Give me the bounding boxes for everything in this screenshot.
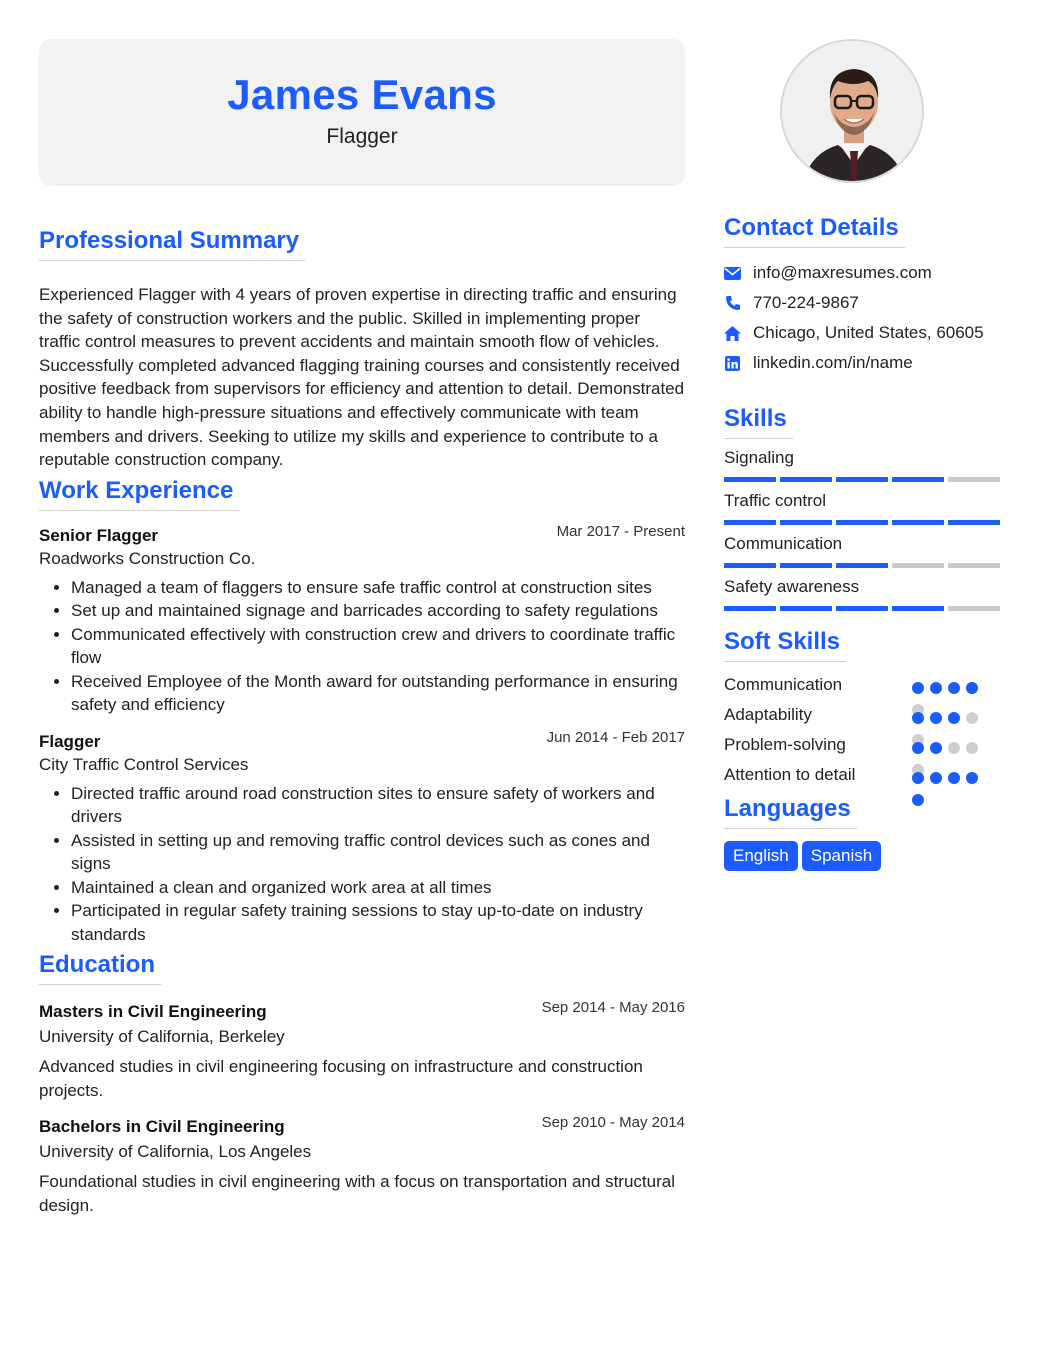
skill-level-segment	[892, 563, 944, 568]
contact-heading: Contact Details	[724, 213, 905, 248]
job-date: Jun 2014 - Feb 2017	[546, 728, 685, 746]
degree-date: Sep 2014 - May 2016	[541, 999, 685, 1017]
degree-description: Foundational studies in civil engineering with a focus on transportation and structural design.	[39, 1172, 675, 1215]
candidate-name: James Evans	[227, 71, 497, 118]
language-badge: Spanish	[802, 841, 881, 871]
contact-address	[724, 318, 1001, 348]
job-company: Roadworks Construction Co.	[39, 548, 256, 568]
languages-heading: Languages	[724, 794, 857, 829]
degree-description: Advanced studies in civil engineering focusing on infrastructure and construction projects.	[39, 1057, 643, 1100]
home-icon	[724, 325, 741, 342]
contact-email[interactable]	[724, 258, 1001, 288]
skill-level-segment	[948, 563, 1000, 568]
rating-dot	[948, 772, 960, 784]
rating-dot	[966, 712, 978, 724]
contact-linkedin[interactable]	[724, 348, 1001, 378]
job-title: Senior Flagger	[39, 525, 159, 545]
degree-date: Sep 2010 - May 2014	[541, 1114, 685, 1132]
skill-level-segment	[892, 606, 944, 611]
skill-level-segment	[724, 563, 776, 568]
job-bullet: • Communicated effectively with construction crew and drivers to coordinate traffic flow	[71, 623, 685, 670]
skills-list	[724, 447, 1001, 619]
rating-dot	[912, 772, 924, 784]
skill-level-bar	[724, 563, 1001, 568]
rating-dot	[930, 742, 942, 754]
rating-dot	[948, 712, 960, 724]
job-bullets	[39, 576, 685, 717]
contact-phone-text: 770-224-9867	[753, 293, 859, 312]
rating-dot	[912, 712, 924, 724]
skill-level-segment	[836, 606, 888, 611]
linkedin-icon	[724, 355, 741, 372]
skill-level-segment	[780, 563, 832, 568]
soft-skill-label: Communication	[724, 675, 843, 694]
skill-level-segment	[724, 477, 776, 482]
phone-icon	[724, 295, 741, 312]
rating-dot	[912, 682, 924, 694]
education-heading: Education	[39, 950, 161, 985]
skill-level-segment	[948, 520, 1000, 525]
skill-item	[724, 533, 1001, 576]
skills-heading: Skills	[724, 404, 793, 439]
skill-level-bar	[724, 477, 1001, 482]
soft-skill-label: Attention to detail	[724, 765, 856, 784]
profile-photo	[780, 39, 924, 183]
job-bullet: • Directed traffic around road construction sites to ensure safety of workers and drivers	[71, 782, 685, 829]
languages-list	[724, 841, 1001, 871]
degree-title: Masters in Civil Engineering	[39, 1002, 267, 1022]
job-bullet: • Managed a team of flaggers to ensure safe traffic control at construction sites	[71, 576, 685, 600]
job-bullet: • Participated in regular safety training sessions to stay up-to-date on industry standards	[71, 899, 685, 946]
skill-item	[724, 447, 1001, 490]
skill-level-segment	[836, 520, 888, 525]
summary-text: Experienced Flagger with 4 years of proven expertise in directing traffic and ensuring the safety of construction workers and the public. Skilled in implementing proper traffic control measures to prevent accidents and maintain smooth flow of vehicles. Successfully completed advanced flagging training courses and consistently received positive feedback from supervisors for efficiency and attention to detail. Demonstrated ability to handle high-pressure situations and effectively communicate with team members and drivers. Seeking to utilize my skills and experience to contribute to a reputable construction company.	[39, 285, 685, 470]
education-entry	[39, 1116, 685, 1217]
skill-level-segment	[836, 477, 888, 482]
job-bullet: • Assisted in setting up and removing traffic control devices such as cones and signs	[71, 829, 685, 876]
soft-skill-rating	[912, 768, 988, 812]
school-name: University of California, Berkeley	[39, 1027, 285, 1047]
rating-dot	[966, 772, 978, 784]
skill-level-segment	[892, 520, 944, 525]
soft-skill-label: Problem-solving	[724, 735, 846, 754]
avatar-portrait-icon	[782, 41, 924, 183]
contact-email-text: info@maxresumes.com	[753, 263, 932, 282]
contact-phone[interactable]	[724, 288, 1001, 318]
main-column	[39, 39, 685, 1217]
education-entry	[39, 1001, 685, 1102]
skill-level-segment	[780, 477, 832, 482]
skill-level-segment	[892, 477, 944, 482]
contact-linkedin-text: linkedin.com/in/name	[753, 353, 913, 372]
job-bullets	[39, 782, 685, 947]
soft-skill-item	[724, 734, 1001, 764]
job-bullet: • Received Employee of the Month award for outstanding performance in ensuring safety and efficiency	[71, 670, 685, 717]
skill-item	[724, 576, 1001, 619]
experience-heading: Work Experience	[39, 476, 239, 511]
skill-level-segment	[948, 606, 1000, 611]
skill-item	[724, 490, 1001, 533]
soft-skill-label: Adaptability	[724, 705, 812, 724]
rating-dot	[930, 772, 942, 784]
rating-dot	[912, 794, 924, 806]
skill-level-bar	[724, 606, 1001, 611]
sidebar-column	[724, 39, 1001, 871]
soft-skill-item	[724, 704, 1001, 734]
skill-level-bar	[724, 520, 1001, 525]
school-name: University of California, Los Angeles	[39, 1142, 312, 1162]
job-entry	[39, 522, 685, 717]
skill-label: Safety awareness	[724, 577, 860, 596]
soft-skills-list	[724, 674, 1001, 794]
job-bullet: • Maintained a clean and organized work area at all times	[71, 876, 685, 900]
skill-label: Signaling	[724, 448, 794, 467]
skill-label: Traffic control	[724, 491, 827, 510]
soft-skill-item	[724, 674, 1001, 704]
skill-label: Communication	[724, 534, 843, 553]
rating-dot	[948, 682, 960, 694]
contact-address-text: Chicago, United States, 60605	[753, 323, 984, 342]
job-date: Mar 2017 - Present	[556, 522, 685, 540]
job-entry	[39, 728, 685, 947]
job-title: Flagger	[39, 731, 101, 751]
resume-header	[39, 39, 685, 186]
job-company: City Traffic Control Services	[39, 754, 249, 774]
skill-level-segment	[780, 520, 832, 525]
rating-dot	[930, 712, 942, 724]
rating-dot	[948, 742, 960, 754]
soft-skill-item	[724, 764, 1001, 794]
rating-dot	[966, 742, 978, 754]
skill-level-segment	[724, 606, 776, 611]
soft-skills-heading: Soft Skills	[724, 627, 846, 662]
candidate-role: Flagger	[326, 125, 398, 148]
rating-dot	[930, 682, 942, 694]
job-bullet: • Set up and maintained signage and barricades according to safety regulations	[71, 599, 685, 623]
skill-level-segment	[780, 606, 832, 611]
rating-dot	[912, 742, 924, 754]
summary-heading: Professional Summary	[39, 226, 305, 261]
rating-dot	[966, 682, 978, 694]
skill-level-segment	[836, 563, 888, 568]
degree-title: Bachelors in Civil Engineering	[39, 1117, 285, 1137]
skill-level-segment	[948, 477, 1000, 482]
envelope-icon	[724, 265, 741, 282]
language-badge: English	[724, 841, 798, 871]
skill-level-segment	[724, 520, 776, 525]
